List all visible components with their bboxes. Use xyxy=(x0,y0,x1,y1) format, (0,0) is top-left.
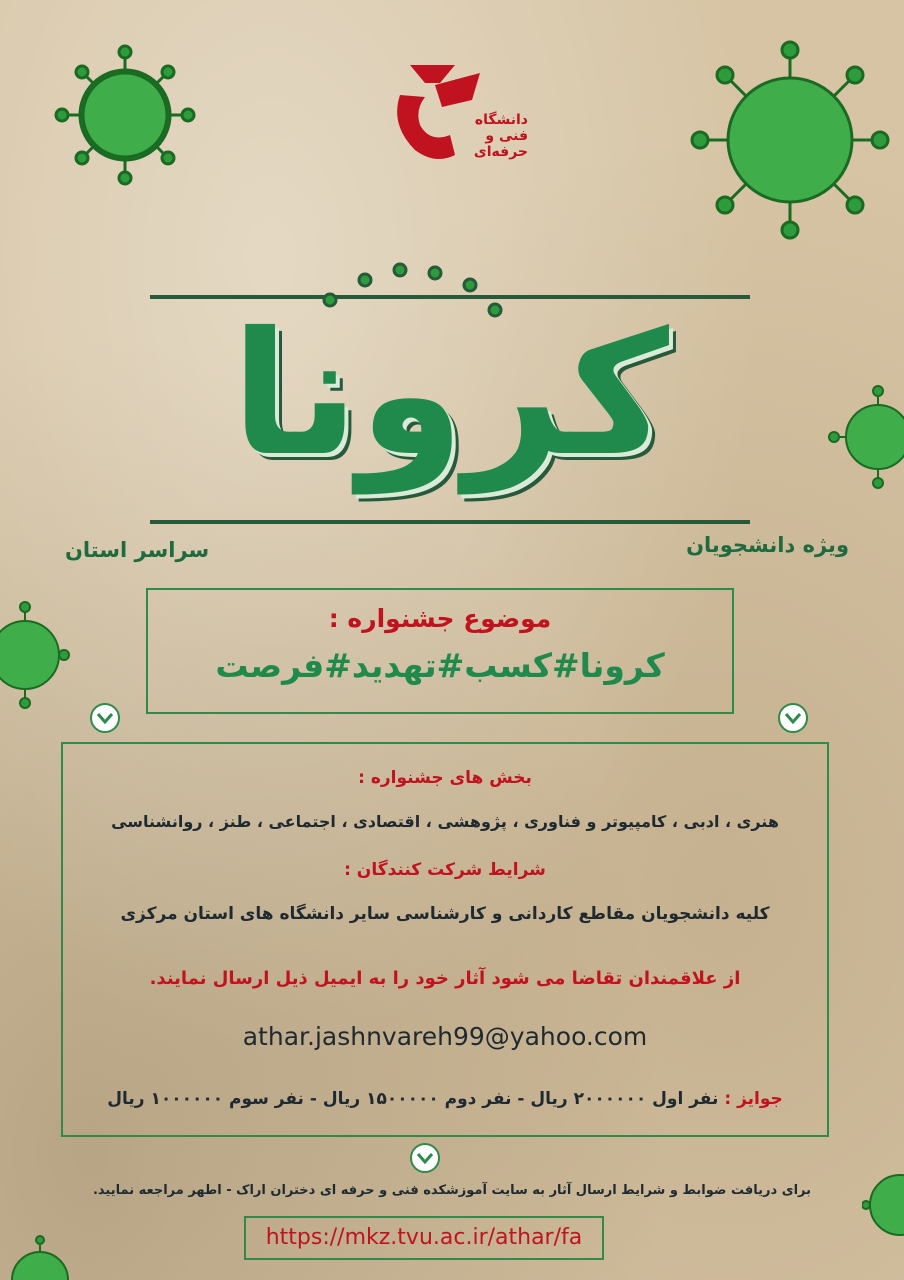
chevron-down-icon xyxy=(90,703,120,733)
virus-icon xyxy=(862,1150,904,1260)
virus-icon xyxy=(680,35,900,245)
page-title: کرونا xyxy=(231,296,669,494)
sections-label: بخش های جشنواره : xyxy=(358,768,532,788)
virus-icon xyxy=(0,1235,90,1280)
university-name-line1: دانشگاه xyxy=(474,112,528,128)
chevron-down-icon xyxy=(778,703,808,733)
prizes-label: جوایز : xyxy=(724,1089,783,1109)
virus-icon xyxy=(40,40,210,190)
info-box xyxy=(61,742,829,1137)
university-name xyxy=(458,112,528,160)
conditions-value: کلیه دانشجویان مقاطع کاردانی و کارشناسی سایر دانشگاه های استان مرکزی xyxy=(120,904,770,924)
conditions-label: شرایط شرکت کنندگان : xyxy=(344,860,546,880)
prizes-line xyxy=(63,1089,827,1109)
request-text: از علاقمندان تقاضا می شود آثار خود را به ایمیل ذیل ارسال نمایند. xyxy=(149,968,741,989)
footer-note: برای دریافت ضوابط و شرایط ارسال آثار به سایت آموزشکده فنی و حرفه ای دختران اراک - اطهر مراجعه نمایید. xyxy=(92,1183,812,1198)
contact-email[interactable]: athar.jashnvareh99@yahoo.com xyxy=(242,1022,648,1051)
website-link[interactable]: https://mkz.tvu.ac.ir/athar/fa xyxy=(244,1216,604,1260)
topic-value: کرونا#کسب#تهدید#فرصت xyxy=(215,646,665,685)
subtitle-left: سراسر استان xyxy=(65,538,210,562)
university-name-line2: فنی و حرفه‌ای xyxy=(473,128,528,160)
virus-icon xyxy=(0,600,70,710)
chevron-down-icon xyxy=(410,1143,440,1173)
subtitle-right: ویژه دانشجویان xyxy=(686,533,849,557)
topic-label: موضوع جشنواره : xyxy=(328,604,552,633)
topic-box xyxy=(146,588,734,714)
prizes-value: نفر اول ۲۰۰۰۰۰۰ ریال - نفر دوم ۱۵۰۰۰۰۰ ریال - نفر سوم ۱۰۰۰۰۰۰ ریال xyxy=(107,1089,719,1109)
sections-value: هنری ، ادبی ، کامپیوتر و فناوری ، پژوهشی ، اقتصادی ، اجتماعی ، طنز ، روانشناسی xyxy=(111,812,779,831)
virus-icon xyxy=(828,385,904,490)
